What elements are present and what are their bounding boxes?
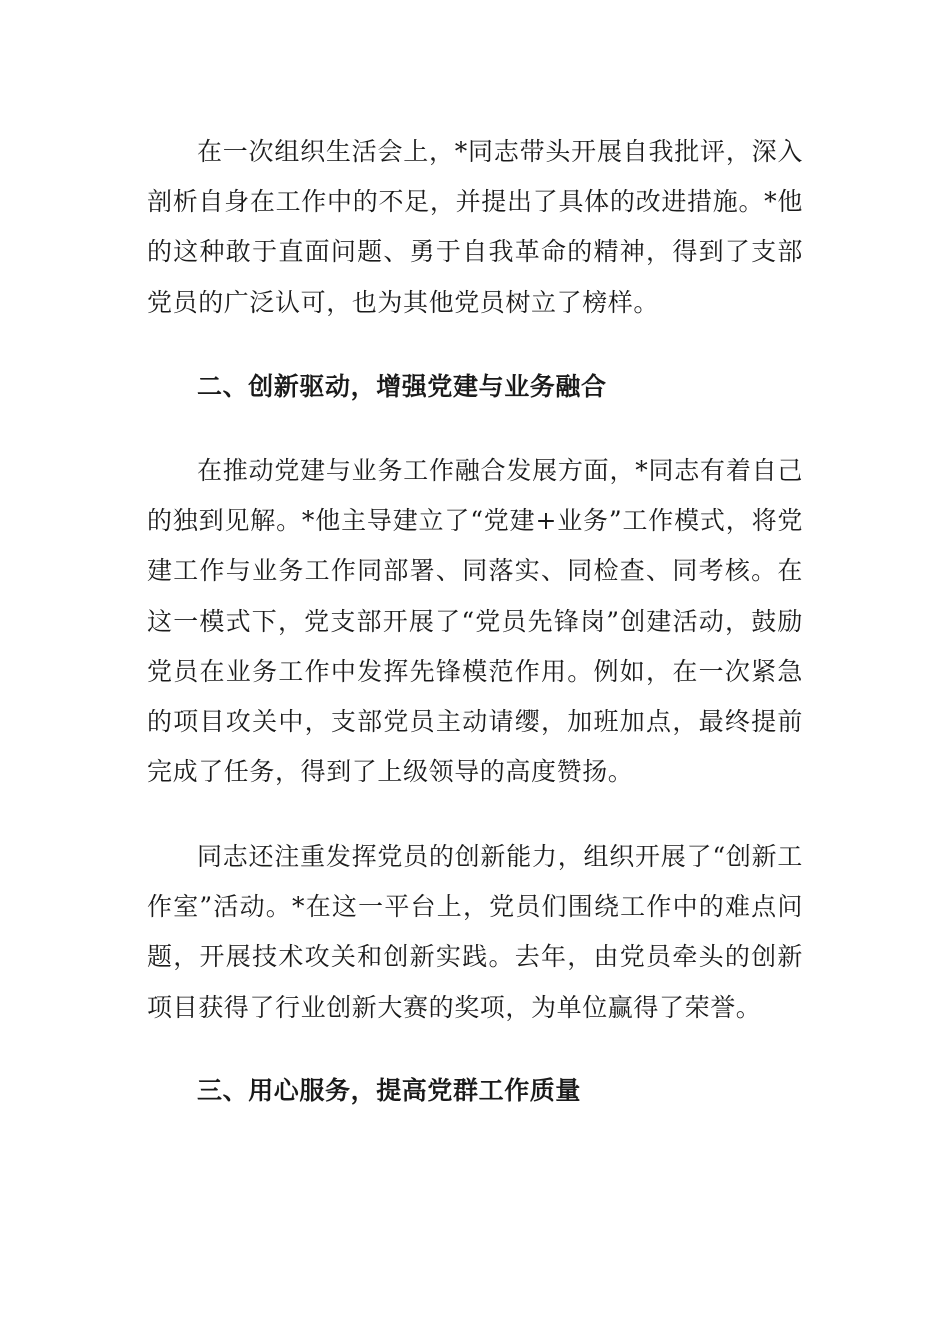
section-heading: 二、创新驱动，增强党建与业务融合 bbox=[197, 372, 607, 401]
body-paragraph: 在推动党建与业务工作融合发展方面，*同志有着自己的独到见解。*他主导建立了“党建+业务”工作模式，将党建工作与业务工作同部署、同落实、同检查、同考核。在这一模式下，党支部开展了“党员先锋岗”创建活动，鼓励党员在业务工作中发挥先锋模范作用。例如，在一次紧急的项目攻关中，支部党员主动请缨，加班加点，最终提前完成了任务，得到了上级领导的高度赞扬。 bbox=[147, 456, 803, 787]
body-paragraph: 在一次组织生活会上，*同志带头开展自我批评，深入剖析自身在工作中的不足，并提出了具体的改进措施。*他的这种敢于直面问题、勇于自我革命的精神，得到了支部党员的广泛认可，也为其他党员树立了榜样。 bbox=[147, 137, 803, 317]
section-heading: 三、用心服务，提高党群工作质量 bbox=[197, 1076, 582, 1105]
body-paragraph: 同志还注重发挥党员的创新能力，组织开展了“创新工作室”活动。*在这一平台上，党员们围绕工作中的难点问题，开展技术攻关和创新实践。去年，由党员牵头的创新项目获得了行业创新大赛的奖项，为单位赢得了荣誉。 bbox=[147, 842, 803, 1022]
